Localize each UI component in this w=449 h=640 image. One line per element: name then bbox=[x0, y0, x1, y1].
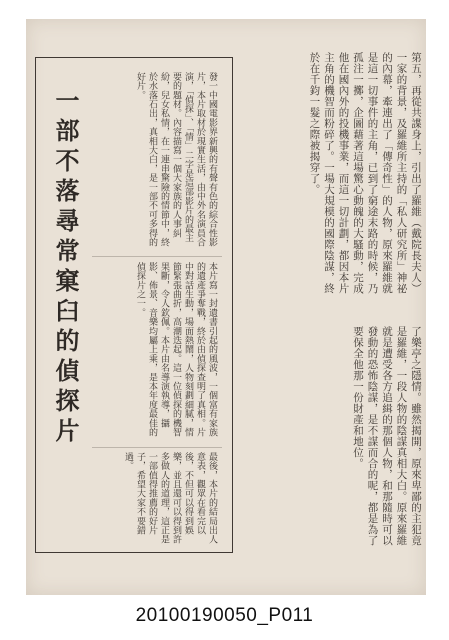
archive-id-caption: 20100190050_P011 bbox=[135, 605, 314, 626]
article-text-section-2: 本片寫一封遺書引起的風波，一個富有家族的遺產爭奪戰，終於由偵探查明了真相。片中對話生動，場面熱鬧，人物刻劃細膩，情節緊張曲折，高潮迭起。這一位偵探的機智果斷，令人欽佩。本片由名導演執導，攝影、佈景、音樂均屬上乘，是本年度最佳的偵探片之一。 bbox=[135, 262, 217, 437]
article-headline: 一部不落尋常窠臼的偵探片 bbox=[51, 88, 80, 448]
article-text-section-3: 最後，本片的結局出人意表，觀眾在看完以後，不但可以得到娛樂，並且還可以得到許多做人的道理，這正是一部值得推薦的好片子，希望大家不要錯過。 bbox=[123, 452, 217, 544]
section-divider bbox=[92, 256, 222, 257]
section-divider bbox=[92, 447, 222, 448]
body-text-top: 第五，再從共諜身上，引出了羅維（戴院長夫人）一家的背景，及羅維所主持的「私人研究所」神祕的內幕，牽連出了「傳奇性」的人物，原來羅維就是這一切事件的主角，已到了窮途末路的時候，乃孤注一擲，企圖藉著這場驚心動魄的大騷動，完成他在國內外的投機事業，而這一切計劃，都因本片主角的機智而粉碎了。一場大規模的國際陰謀，終於在千鈞一髮之際被揭穿了。 bbox=[308, 52, 422, 294]
article-text-section-1: 發一中國電影界新興的有聲有色的綜合性影片，本片取材於現實生活，由中外名演員合演，「偵探」、「情」二字是這部影片的最主要的題材。內容描寫一個大家族的人事糾紛，兒女私情，在一連串驚險的情節中，終於水落石出，真相大白，是一部不可多得的好片。 bbox=[135, 72, 217, 247]
body-text-bottom: 了樂亭之隱情。雖然揭開，原來卑鄙的主犯竟是羅維，一段人物的陰謀真相大白。原來羅維就是遭受各方追緝的那個人物，和那隨時可以發動的恐怖陰謀，是不謀而合的呢，都是為了要保全他那一份財產和地位。 bbox=[352, 326, 422, 546]
